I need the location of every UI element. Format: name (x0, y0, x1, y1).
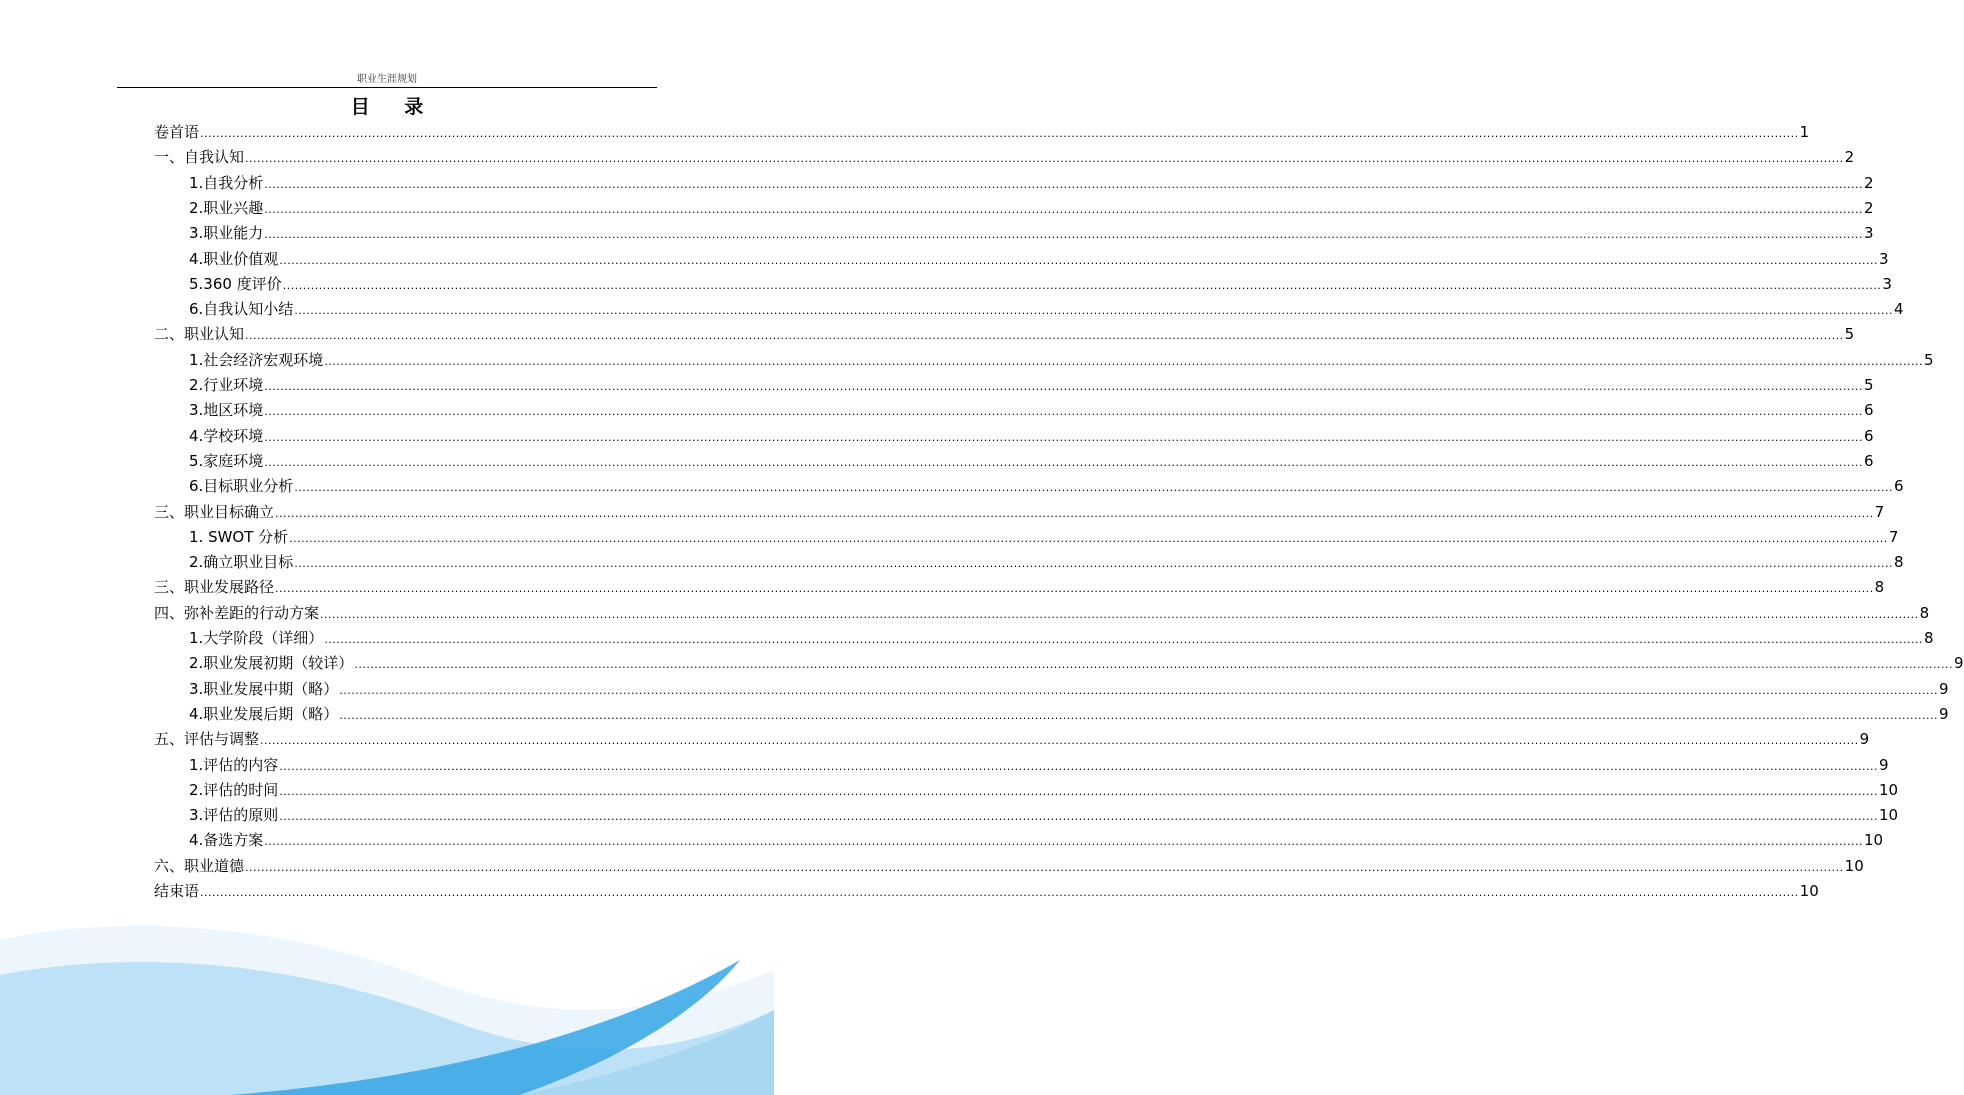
toc-entry-label: 3.职业发展中期（略） (189, 679, 339, 698)
dot-leader: ................................................................................................................................................................................................................................................................................................................................................................................................................ (264, 177, 1863, 191)
toc-entry-label: 1.大学阶段（详细） (189, 629, 324, 647)
dot-leader: ................................................................................................................................................................................................................................................................................................................................................................................................................ (245, 860, 1844, 874)
dot-leader: ................................................................................................................................................................................................................................................................................................................................................................................................................ (264, 202, 1863, 216)
toc-entry[interactable] (189, 218, 1874, 243)
toc-entry-page: 3 (1863, 224, 1874, 243)
toc-entry-label: 二、职业认知 (154, 325, 245, 344)
toc-entry[interactable] (154, 117, 1810, 141)
toc-entry[interactable] (154, 319, 1855, 344)
toc-entry[interactable] (189, 421, 1874, 445)
dot-leader: ................................................................................................................................................................................................................................................................................................................................................................................................................ (324, 633, 1923, 646)
dot-leader: ................................................................................................................................................................................................................................................................................................................................................................................................................ (200, 127, 1799, 140)
toc-entry-label: 2.行业环境 (189, 376, 264, 394)
toc-entry-label: 3.地区环境 (189, 401, 264, 420)
dot-leader: ................................................................................................................................................................................................................................................................................................................................................................................................................ (275, 506, 1874, 520)
dot-leader: ................................................................................................................................................................................................................................................................................................................................................................................................................ (264, 405, 1863, 419)
toc-entry-label: 一、自我认知 (154, 148, 245, 167)
dot-leader: ................................................................................................................................................................................................................................................................................................................................................................................................................ (294, 557, 1893, 571)
dot-leader: ................................................................................................................................................................................................................................................................................................................................................................................................................ (324, 354, 1923, 368)
toc-entry-label: 五、评估与调整 (154, 730, 260, 749)
toc-entry[interactable] (154, 598, 1930, 622)
toc-entry[interactable] (189, 547, 1904, 572)
toc-entry-page: 9 (1938, 679, 1949, 698)
toc-entry[interactable] (189, 522, 1899, 546)
toc-entry-page: 8 (1893, 553, 1904, 572)
toc-entry-page: 2 (1863, 198, 1874, 217)
dot-leader: ................................................................................................................................................................................................................................................................................................................................................................................................................ (339, 708, 1938, 722)
dot-leader: ................................................................................................................................................................................................................................................................................................................................................................................................................ (289, 531, 1888, 545)
toc-entry[interactable] (189, 168, 1874, 192)
toc-entry-page: 9 (1953, 654, 1964, 673)
dot-leader: ................................................................................................................................................................................................................................................................................................................................................................................................................ (264, 430, 1863, 444)
decorative-wave (0, 900, 774, 1095)
toc-entry-label: 4.职业发展后期（略） (189, 704, 339, 723)
toc-entry-label: 2.职业兴趣 (189, 198, 264, 217)
toc-entry-page: 5 (1863, 376, 1874, 394)
toc-entry-label: 三、职业发展路径 (154, 578, 275, 597)
toc-entry-page: 8 (1919, 603, 1930, 622)
dot-leader: ................................................................................................................................................................................................................................................................................................................................................................................................................ (279, 784, 1878, 798)
toc-entry-label: 3.职业能力 (189, 224, 264, 243)
toc-entry-label: 三、职业目标确立 (154, 502, 275, 521)
toc-entry-label: 6.自我认知小结 (189, 300, 294, 319)
toc-entry-page: 5 (1923, 350, 1934, 369)
toc-entry-label: 4.学校环境 (189, 426, 264, 445)
toc-entry[interactable] (189, 775, 1899, 799)
toc-entry-page: 9 (1859, 730, 1870, 749)
toc-entry[interactable] (154, 572, 1885, 597)
running-header: 职业生涯规划 (357, 74, 417, 85)
toc-entry-page: 6 (1893, 477, 1904, 496)
toc-entry-page: 7 (1874, 502, 1885, 521)
toc-entry-page: 3 (1882, 274, 1892, 293)
dot-leader: ................................................................................................................................................................................................................................................................................................................................................................................................................ (279, 759, 1878, 773)
toc-entry[interactable] (189, 648, 1964, 673)
toc-entry[interactable] (189, 345, 1934, 369)
dot-leader: ................................................................................................................................................................................................................................................................................................................................................................................................................ (200, 886, 1799, 899)
toc-entry-page: 10 (1878, 806, 1899, 825)
toc-entry[interactable] (189, 800, 1899, 825)
toc-entry-label: 2.确立职业目标 (189, 553, 294, 572)
toc-entry-page: 8 (1874, 578, 1885, 597)
dot-leader: ................................................................................................................................................................................................................................................................................................................................................................................................................ (245, 329, 1844, 343)
toc-entry-page: 10 (1863, 831, 1884, 850)
toc-entry-label: 卷首语 (154, 123, 200, 141)
toc-entry-page: 9 (1938, 704, 1949, 723)
toc-entry[interactable] (154, 851, 1864, 875)
toc-entry-label: 结束语 (154, 882, 200, 900)
dot-leader: ................................................................................................................................................................................................................................................................................................................................................................................................................ (282, 278, 1882, 292)
toc-entry-label: 六、职业道德 (154, 856, 245, 875)
dot-leader: ................................................................................................................................................................................................................................................................................................................................................................................................................ (279, 810, 1878, 824)
toc-entry-page: 8 (1923, 629, 1934, 647)
toc-entry[interactable] (154, 142, 1855, 167)
toc-entry-page: 7 (1888, 527, 1899, 546)
toc-entry-page: 4 (1893, 300, 1904, 319)
toc-entry[interactable] (154, 876, 1819, 900)
toc-entry-page: 6 (1863, 451, 1874, 470)
toc-entry[interactable] (189, 623, 1934, 647)
dot-leader: ................................................................................................................................................................................................................................................................................................................................................................................................................ (339, 683, 1938, 697)
toc-entry-page: 6 (1863, 401, 1874, 420)
toc-entry[interactable] (189, 193, 1874, 217)
toc-entry-page: 10 (1844, 856, 1864, 875)
toc-title: 目 录 (350, 96, 438, 118)
dot-leader: ................................................................................................................................................................................................................................................................................................................................................................................................................ (260, 734, 1859, 748)
dot-leader: ................................................................................................................................................................................................................................................................................................................................................................................................................ (294, 304, 1893, 318)
toc-entry[interactable] (189, 294, 1904, 319)
toc-entry[interactable] (154, 497, 1885, 521)
dot-leader: ................................................................................................................................................................................................................................................................................................................................................................................................................ (264, 455, 1863, 469)
toc-entry-page: 6 (1863, 426, 1874, 445)
toc-entry[interactable] (189, 446, 1874, 470)
toc-entry-page: 10 (1878, 780, 1899, 799)
toc-entry-label: 1.评估的内容 (189, 755, 279, 774)
dot-leader: ................................................................................................................................................................................................................................................................................................................................................................................................................ (245, 152, 1844, 166)
toc-entry-label: 4.职业价值观 (189, 249, 279, 268)
toc-entry-label: 1.社会经济宏观环境 (189, 350, 324, 369)
toc-entry[interactable] (189, 471, 1904, 496)
dot-leader: ................................................................................................................................................................................................................................................................................................................................................................................................................ (279, 253, 1878, 267)
toc-entry-page: 9 (1878, 755, 1889, 774)
toc-entry[interactable] (189, 750, 1889, 774)
toc-entry[interactable] (189, 674, 1949, 698)
toc-entry-label: 2.评估的时间 (189, 780, 279, 799)
header-rule (117, 87, 657, 88)
toc-entry-page: 1 (1799, 123, 1810, 141)
toc-entry-page: 3 (1878, 249, 1889, 268)
dot-leader: ................................................................................................................................................................................................................................................................................................................................................................................................................ (264, 228, 1863, 242)
toc-entry[interactable] (189, 244, 1889, 268)
dot-leader: ................................................................................................................................................................................................................................................................................................................................................................................................................ (275, 582, 1874, 596)
toc-entry-label: 1.自我分析 (189, 173, 264, 192)
dot-leader: ................................................................................................................................................................................................................................................................................................................................................................................................................ (294, 481, 1893, 495)
toc-entry[interactable] (189, 395, 1874, 420)
toc-entry-label: 3.评估的原则 (189, 806, 279, 825)
dot-leader: ................................................................................................................................................................................................................................................................................................................................................................................................................ (264, 380, 1863, 393)
toc-entry-label: 5.家庭环境 (189, 451, 264, 470)
toc-entry[interactable] (189, 370, 1874, 394)
toc-entry-page: 10 (1799, 882, 1819, 900)
toc-entry[interactable] (189, 699, 1949, 723)
toc-entry-page: 2 (1844, 148, 1855, 167)
toc-entry[interactable] (189, 825, 1884, 850)
toc-entry-page: 5 (1844, 325, 1855, 344)
dot-leader: ................................................................................................................................................................................................................................................................................................................................................................................................................ (264, 835, 1863, 849)
toc-entry-label: 四、弥补差距的行动方案 (154, 603, 320, 622)
toc-entry-label: 6.目标职业分析 (189, 477, 294, 496)
toc-entry-label: 2.职业发展初期（较详） (189, 654, 354, 673)
dot-leader: ................................................................................................................................................................................................................................................................................................................................................................................................................ (354, 658, 1953, 672)
toc-entry-label: 4.备选方案 (189, 831, 264, 850)
toc-entry[interactable] (189, 269, 1892, 293)
toc-entry[interactable] (154, 724, 1870, 749)
toc-entry-label: 1. SWOT 分析 (189, 527, 289, 546)
toc-entry-label: 5.360 度评价 (189, 274, 282, 293)
toc-entry-page: 2 (1863, 173, 1874, 192)
dot-leader: ................................................................................................................................................................................................................................................................................................................................................................................................................ (320, 607, 1919, 621)
